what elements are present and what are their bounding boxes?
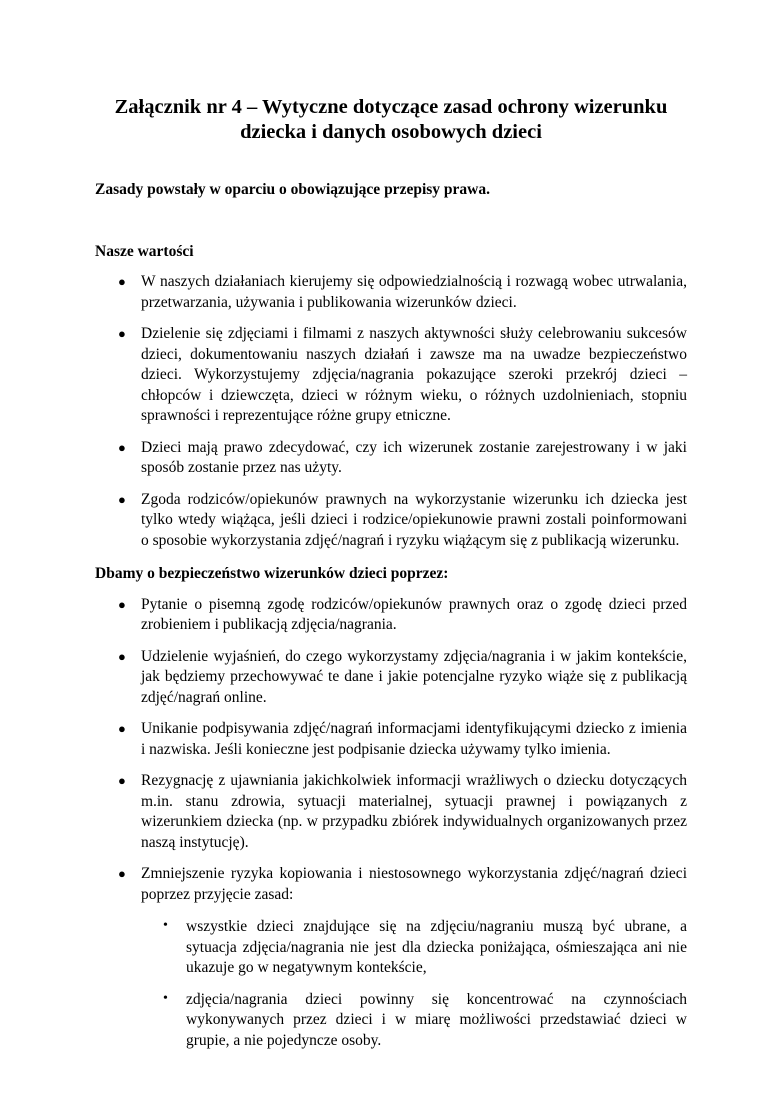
section-heading-safety: Dbamy o bezpieczeństwo wizerunków dzieci poprzez:	[95, 565, 449, 582]
small-bullet-icon: •	[163, 918, 168, 933]
bullet-icon: ●	[118, 326, 126, 341]
list-item: ● Zmniejszenie ryzyka kopiowania i niestosownego wykorzystania zdjęć/nagrań dzieci poprzez przyjęcie zasad: • wszystkie dzieci znajdujące się na zdjęciu/nagraniu muszą być ubrane, a sytuacja zdjęcia/nagrania nie jest dla dziecka poniżająca, ośmieszająca ani nie ukazuje go w negatywnym kontekście, • zdjęcia/nagrania dzieci powinny się koncentrować na czynnościach wykonywanych przez dzieci i w miarę możliwości przedstawiać dzieci w grupie, a nie pojedyncze osoby.	[95, 864, 687, 1051]
bullet-icon: ●	[118, 648, 126, 664]
intro-text: Zasady powstały w oparciu o obowiązujące przepisy prawa.	[95, 181, 490, 198]
bullet-icon: ●	[118, 773, 126, 788]
list-item: ● Udzielenie wyjaśnień, do czego wykorzystamy zdjęcia/nagrania i w jakim kontekście, jak będziemy przechowywać te dane i jakie potencjalne ryzyko wiąże się z publikacją zdjęć/nagrań online.	[118, 647, 687, 706]
sub-list-wrapper	[95, 917, 687, 1051]
list-item: ● Unikanie podpisywania zdjęć/nagrań informacjami identyfikującymi dziecko z imienia i nazwiska. Jeśli konieczne jest podpisanie dziecka używamy tylko imienia.	[118, 720, 687, 758]
sub-list-item: • wszystkie dzieci znajdujące się na zdjęciu/nagraniu muszą być ubrane, a sytuacja zdjęcia/nagrania nie jest dla dziecka poniżająca, ośmieszająca ani nie ukazuje go w negatywnym kontekście,	[163, 918, 687, 976]
bullet-icon: ●	[118, 596, 126, 612]
bullet-icon: ●	[118, 866, 126, 881]
bullet-icon: ●	[118, 721, 126, 736]
bullet-icon: ●	[118, 274, 126, 289]
sub-list-item: • zdjęcia/nagrania dzieci powinny się koncentrować na czynnościach wykonywanych przez dzieci i w miarę możliwości przedstawiać dzieci w grupie, a nie pojedyncze osoby.	[163, 990, 687, 1049]
list-item: ● Rezygnację z ujawniania jakichkolwiek informacji wrażliwych o dziecku dotyczących m.in. stanu zdrowia, sytuacji materialnej, sytuacji prawnej i powiązanych z wizerunkiem dziecka (np. w przypadku zbiórek indywidualnych organizowanych przez naszą instytucję).	[118, 772, 687, 851]
values-list	[95, 272, 687, 551]
rules-sub-list	[95, 917, 687, 1051]
section-heading-values: Nasze wartości	[95, 242, 194, 260]
list-item: ● Dzielenie się zdjęciami i filmami z naszych aktywności służy celebrowaniu sukcesów dzieci, dokumentowaniu naszych działań i zawsze ma na uwadze bezpieczeństwo dzieci. Wykorzystujemy zdjęcia/nagrania pokazujące szeroki przekrój dzieci – chłopców i dziewczęta, dzieci w różnym wieku, o różnych uzdolnieniach, stopniu sprawności i reprezentujące różne grupy etniczne.	[118, 325, 687, 424]
bullet-icon: ●	[118, 491, 126, 507]
list-item: ● Zgoda rodziców/opiekunów prawnych na wykorzystanie wizerunku ich dziecka jest tylko wtedy wiążąca, jeśli dzieci i rodzice/opiekunowie prawni zostali poinformowani o sposobie wykorzystania zdjęć/nagrań i ryzyku wiążącym się z publikacją wizerunku.	[118, 490, 687, 549]
list-item: ● Pytanie o pisemną zgodę rodziców/opiekunów prawnych oraz o zgodę dzieci przed zrobieniem i publikacją zdjęcia/nagrania.	[118, 595, 687, 633]
list-item: ● Dzieci mają prawo zdecydować, czy ich wizerunek zostanie zarejestrowany i w jaki sposób zostanie przez nas użyty.	[118, 438, 687, 476]
bullet-icon: ●	[118, 439, 126, 455]
small-bullet-icon: •	[163, 990, 168, 1006]
safety-list	[95, 595, 687, 1052]
document-title: Załącznik nr 4 – Wytyczne dotyczące zasad ochrony wizerunku dziecka i danych osobowych dzieci	[114, 96, 668, 143]
list-item: ● W naszych działaniach kierujemy się odpowiedzialnością i rozwagą wobec utrwalania, przetwarzania, używania i publikowania wizerunków dzieci.	[118, 273, 687, 311]
